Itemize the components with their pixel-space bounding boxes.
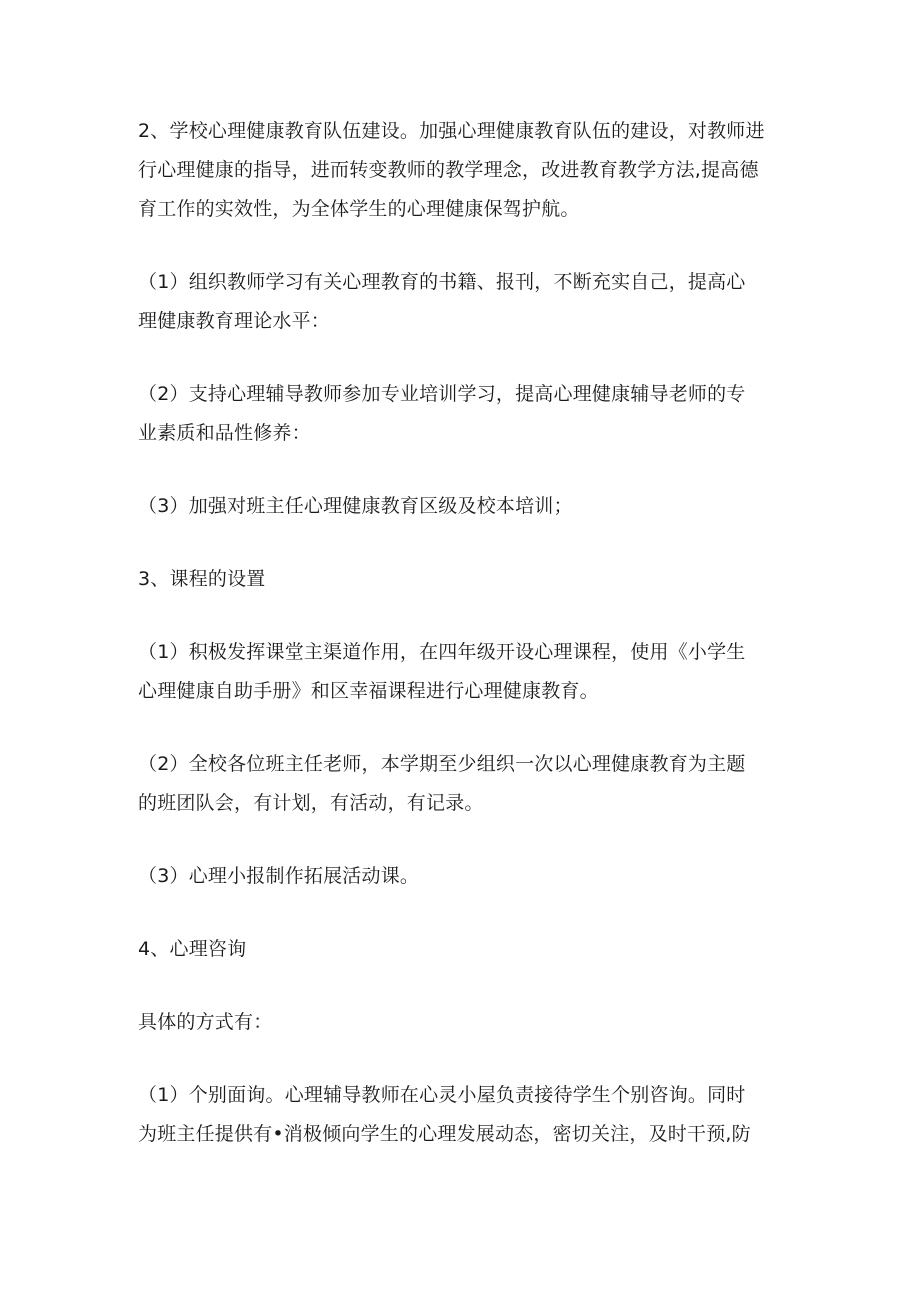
- text-line: 的班团队会，有计划，有活动，有记录。: [138, 792, 484, 814]
- text-line: 业素质和品性修养：: [138, 422, 311, 444]
- paragraph-course-2: [138, 745, 788, 823]
- text-line: 心理健康自助手册》和区幸福课程进行心理健康教育。: [138, 680, 599, 702]
- paragraph-item-2: [138, 375, 788, 453]
- paragraph-course-1: [138, 633, 788, 711]
- text-line: 理健康教育理论水平：: [138, 310, 331, 332]
- text-line: 为班主任提供有•消极倾向学生的心理发展动态，密切关注，及时干预,防: [138, 1123, 751, 1145]
- text-line: （3）加强对班主任心理健康教育区级及校本培训；: [138, 495, 573, 517]
- text-line: （2）全校各位班主任老师，本学期至少组织一次以心理健康教育为主题: [138, 753, 746, 775]
- paragraph-item-1: [138, 263, 788, 341]
- paragraph-team-building: [138, 112, 788, 229]
- paragraph-method-1: [138, 1076, 788, 1154]
- text-line: （1）积极发挥课堂主渠道作用，在四年级开设心理课程，使用《小学生: [138, 641, 746, 663]
- text-line: 4、心理咨询: [138, 938, 247, 960]
- text-line: （2）支持心理辅导教师参加专业培训学习，提高心理健康辅导老师的专: [138, 383, 746, 405]
- text-line: 3、课程的设置: [138, 568, 266, 590]
- text-line: （3）心理小报制作拓展活动课。: [138, 865, 420, 887]
- paragraph-course-3: [138, 857, 788, 896]
- paragraph-methods-intro: [138, 1003, 788, 1042]
- document-body: [138, 112, 788, 1188]
- text-line: （1）组织教师学习有关心理教育的书籍、报刊，不断充实自己，提高心: [138, 271, 746, 293]
- text-line: （1）个别面询。心理辅导教师在心灵小屋负责接待学生个别咨询。同时: [138, 1084, 746, 1106]
- text-line: 2、学校心理健康教育队伍建设。加强心理健康教育队伍的建设，对教师进: [138, 120, 765, 142]
- section-heading-courses: [138, 560, 788, 599]
- text-line: 行心理健康的指导，进而转变教师的教学理念，改进教育教学方法,提高德: [138, 159, 759, 181]
- paragraph-item-3: [138, 487, 788, 526]
- text-line: 具体的方式有：: [138, 1011, 273, 1033]
- section-heading-counseling: [138, 930, 788, 969]
- text-line: 育工作的实效性，为全体学生的心理健康保驾护航。: [138, 198, 580, 220]
